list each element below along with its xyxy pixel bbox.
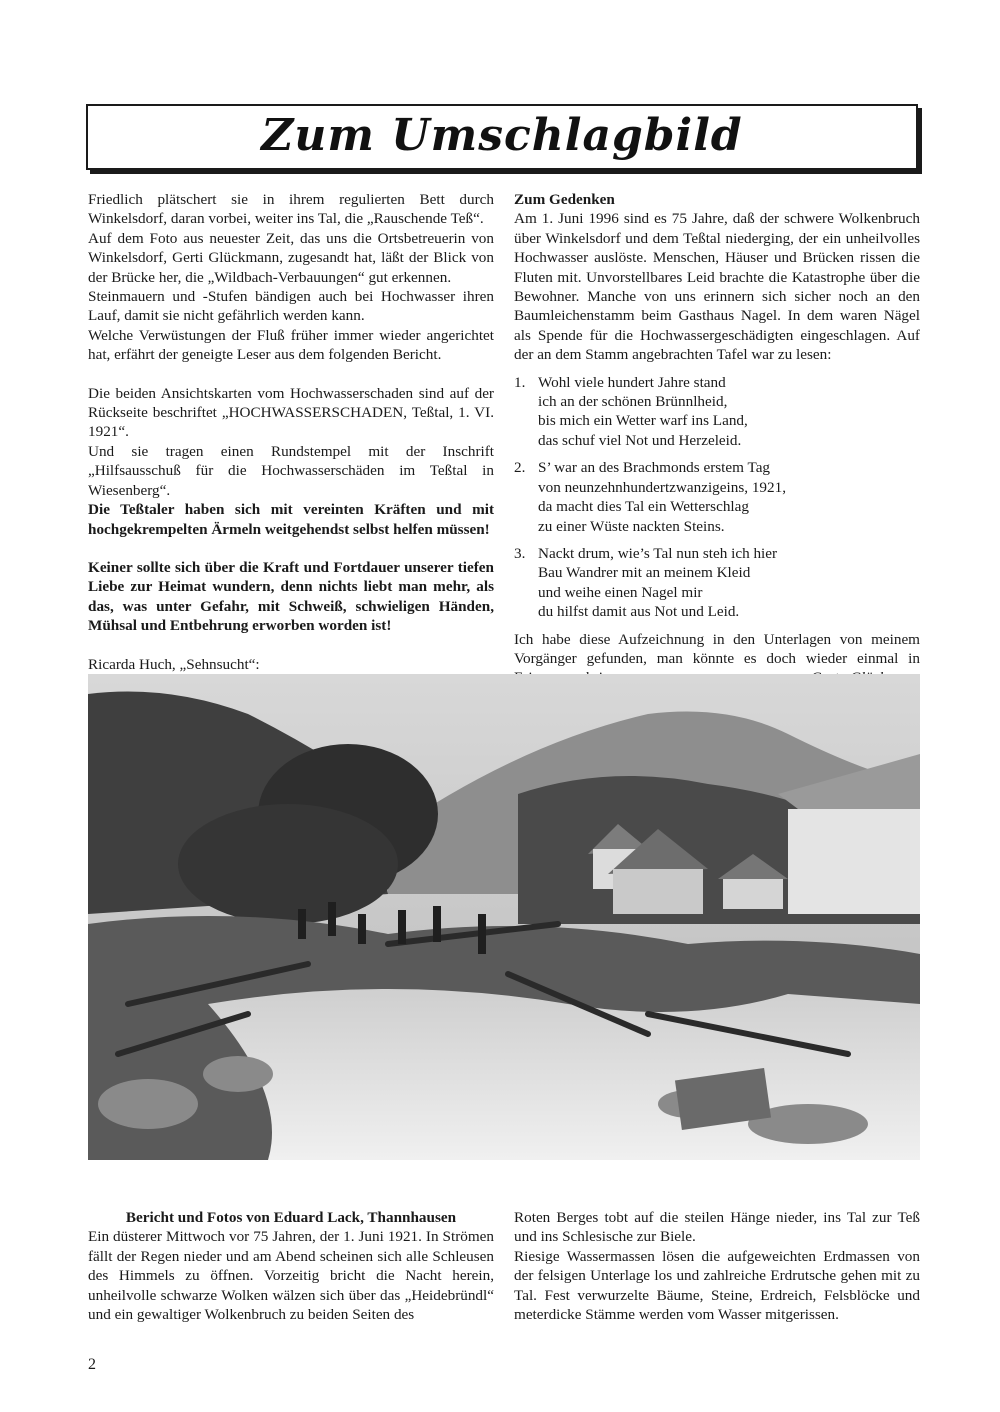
poem-line: da macht dies Tal ein Wetterschlag	[538, 498, 749, 516]
left-paragraph-4: Welche Verwüstungen der Fluß früher immer wieder angerichtet hat, erfährt der geneigte Leser aus dem folgenden Bericht.	[88, 326, 494, 364]
right-column	[514, 190, 920, 688]
stanza-number: 3.	[514, 544, 526, 562]
report-paragraph-1: Ein düsterer Mittwoch vor 75 Jahren, der 1. Juni 1921. In Strömen fällt der Regen nieder und am Abend scheinen sich alle Schleusen des Himmels zu öffnen. Vorzeitig bricht die Nacht herein, unheilvolle schwarze Wolken wälzen sich über das „Heidebründl“ und ein gewaltiger Wolkenbruch zu beiden Seiten des	[88, 1228, 494, 1324]
left-paragraph-1: Friedlich plätschert sie in ihrem regulierten Bett durch Winkelsdorf, daran vorbei, weiter ins Tal, die „Rauschende Teß“.	[88, 191, 494, 228]
section-heading: Zum Gedenken	[514, 191, 615, 208]
poem-line: zu einer Wüste nackten Steins.	[538, 517, 725, 535]
poem-line: Wohl viele hundert Jahre stand	[538, 373, 726, 391]
page-number: 2	[88, 1356, 96, 1373]
left-paragraph-3: Steinmauern und -Stufen bändigen auch bei Hochwasser ihren Lauf, damit sie nicht gefährlich werden kann.	[88, 288, 494, 325]
left-paragraph-5: Die beiden Ansichtskarten vom Hochwasserschaden sind auf der Rückseite beschriftet „HOCHWASSERSCHADEN, Teßtal, 1. VI. 1921“.	[88, 384, 494, 441]
report-paragraph-2: Roten Berges tobt auf die steilen Hänge nieder, ins Tal zur Teß und ins Schlesische zur Biele.	[514, 1209, 920, 1246]
bottom-left-column	[88, 1208, 494, 1324]
bottom-right-column	[514, 1208, 920, 1324]
poem-line: Bau Wandrer mit an meinem Kleid	[538, 564, 751, 582]
right-paragraph-2-text: Ich habe diese Aufzeichnung in den Unterlagen von meinem Vorgänger gefunden, man könnte es doch wieder einmal in	[514, 630, 920, 667]
stanza-number: 1.	[514, 373, 526, 391]
flood-photo	[88, 674, 920, 1160]
poem-line: S’ war an des Brachmonds erstem Tag	[538, 459, 771, 477]
poem-line: du hilfst damit aus Not und Leid.	[538, 603, 740, 621]
poem	[514, 373, 920, 622]
quote-intro: Ricarda Huch, „Sehnsucht“:	[88, 655, 260, 673]
poem-line: ich an der schönen Brünnlheid,	[538, 393, 728, 411]
report-paragraph-3: Riesige Wassermassen lösen die aufgeweichten Erdmassen von der felsigen Unterlage los und zahlreiche Erdrutsche gehen mit zu Tal. Fest verwurzelte Bäume, Steine, Erdreich, Felsblöcke und meterdicke Stämme werden vom Wasser mitgerissen.	[514, 1247, 920, 1324]
poem-line: das schuf viel Not und Herzeleid.	[538, 431, 742, 449]
poem-stanza-2	[514, 458, 920, 536]
stanza-number: 2.	[514, 459, 526, 477]
poem-line: von neunzehnhundertzwanzigeins, 1921,	[538, 478, 786, 496]
poem-stanza-3	[514, 544, 920, 622]
poem-stanza-1	[514, 373, 920, 451]
left-paragraph-7-bold: Keiner sollte sich über die Kraft und Fortdauer unserer tiefen Liebe zur Heimat wundern, denn nichts liebt man mehr, als das, was unter Gefahr, mit Schweiß, schwieligen Händen, Mühsal und Entbehrung erworben worden ist!	[88, 558, 494, 635]
poem-line: bis mich ein Wetter warf ins Land,	[538, 412, 748, 430]
poem-line: und weihe einen Nagel mir	[538, 583, 703, 601]
poem-line: Nackt drum, wie’s Tal nun steh ich hier	[538, 544, 778, 562]
title-box	[86, 104, 918, 170]
left-paragraph-6: Und sie tragen einen Rundstempel mit der Inschrift „Hilfsausschuß für die Hochwasserschäden im Teßtal in Wiesenberg“.	[88, 442, 494, 499]
right-paragraph-1: Am 1. Juni 1996 sind es 75 Jahre, daß der schwere Wolkenbruch über Winkelsdorf und dem Teßtal niederging, der ein unheilvolles Hochwasser auslöste. Menschen, Häuser und Brücken rissen die Fluten mit. Unvorstellbares Leid brachte die Katastrophe über die Bewohner. Manche von uns erinnern sich sicher noch an den Baumleichenstamm beim Gasthaus Nagel. In dem waren Nägel als Spende für die Hochwassergeschädigten eingeschlagen. Auf der an dem Stamm angebrachten Tafel war zu lesen:	[514, 210, 920, 364]
left-paragraph-6-bold: Die Teßtaler haben sich mit vereinten Kräften und mit hochgekrempelten Ärmeln weitgehendst selbst helfen müssen!	[88, 501, 494, 538]
page-title: Zum Umschlagbild	[261, 110, 743, 161]
author-line: Bericht und Fotos von Eduard Lack, Thannhausen	[125, 1209, 457, 1226]
left-column	[88, 190, 494, 714]
flood-photo-illustration	[88, 674, 920, 1160]
left-paragraph-2: Auf dem Foto aus neuester Zeit, das uns die Ortsbetreuerin von Winkelsdorf, Gerti Glückmann, zugesandt hat, läßt der Blick von der Brücke her, die „Wildbach-Verbauungen“ gut erkennen.	[88, 229, 494, 286]
